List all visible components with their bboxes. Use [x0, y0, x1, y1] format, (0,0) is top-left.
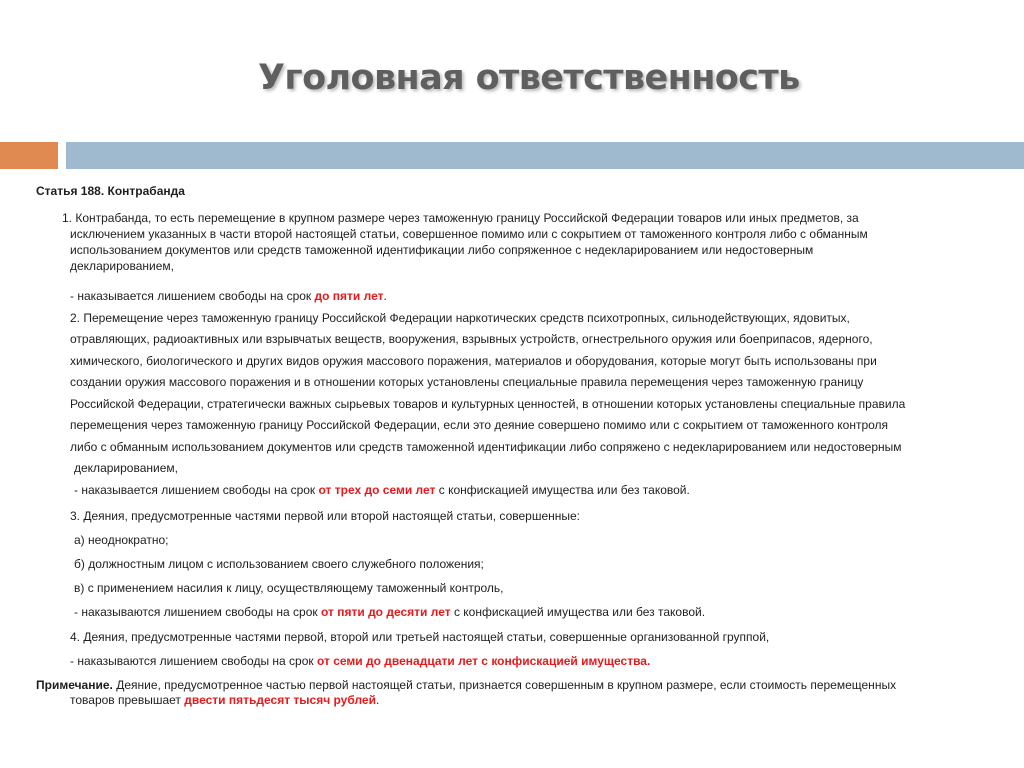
p2-line: либо с обманным использованием документов или средств таможенной идентификации либо сопряжено с недекларированием или недостоверным [70, 440, 902, 454]
p2-line: отравляющих, радиоактивных или взрывчатых веществ, вооружения, взрывных устройств, огнестрельного оружия или боеприпасов, ядерного, [70, 332, 873, 346]
p2-penalty: - наказывается лишением свободы на срок от трех до семи лет с конфискацией имущества или без таковой. [74, 483, 690, 497]
p2-penalty-term: от трех до семи лет [318, 483, 436, 497]
p3-item: в) с применением насилия к лицу, осуществляющему таможенный контроль, [74, 581, 504, 595]
p4-penalty: - наказываются лишением свободы на срок от семи до двенадцати лет с конфискацией имущества. [70, 654, 651, 668]
p3-item: б) должностным лицом с использованием своего служебного положения; [74, 557, 484, 571]
p2-line: декларированием, [74, 461, 178, 475]
slide-title: Уголовная ответственность [258, 58, 800, 98]
p4-intro: 4. Деяния, предусмотренные частями первой, второй или третьей настоящей статьи, совершенные организованной группой, [70, 630, 770, 644]
p2-line: перемещения через таможенную границу Российской Федерации, если это деяние совершено помимо или с сокрытием от таможенного контроля [70, 418, 889, 432]
p1-penalty-term: до пяти лет [314, 289, 384, 303]
article-heading: Статья 188. Контрабанда [36, 184, 185, 198]
note-amount: двести пятьдесят тысяч рублей [184, 693, 376, 707]
note-line: товаров превышает двести пятьдесят тысяч рублей. [70, 693, 380, 707]
p3-item: а) неоднократно; [74, 533, 169, 547]
p1-penalty: - наказывается лишением свободы на срок до пяти лет. [70, 289, 387, 303]
p4-penalty-term: от семи до двенадцати лет с конфискацией имущества. [316, 654, 651, 668]
p2-line: Российской Федерации, стратегически важных сырьевых товаров и культурных ценностей, в отношении которых установлены специальные правила [70, 397, 906, 411]
p2-line: создании оружия массового поражения и в отношении которых установлены специальные правила перемещения через таможенную границу [70, 375, 864, 389]
p1-line: 1. Контрабанда, то есть перемещение в крупном размере через таможенную границу Российской Федерации товаров или иных предметов, за [62, 211, 859, 225]
p2-line: 2. Перемещение через таможенную границу Российской Федерации наркотических средств психотропных, сильнодействующих, ядовитых, [70, 311, 850, 325]
p1-line: исключением указанных в части второй настоящей статьи, совершенное помимо или с сокрытием от таможенного контроля либо с обманным [70, 227, 868, 241]
note: Примечание. Деяние, предусмотренное частью первой настоящей статьи, признается совершенным в крупном размере, если стоимость перемещенных [36, 678, 897, 692]
p3-intro: 3. Деяния, предусмотренные частями первой или второй настоящей статьи, совершенные: [70, 509, 581, 523]
p3-penalty-term: от пяти до десяти лет [320, 605, 451, 619]
p3-penalty: - наказываются лишением свободы на срок от пяти до десяти лет с конфискацией имущества или без таковой. [74, 605, 706, 619]
accent-band-orange [0, 142, 58, 169]
p1-line: декларированием, [70, 259, 174, 273]
p2-line: химического, биологического и других видов оружия массового поражения, материалов и оборудования, которые могут быть использованы при [70, 354, 877, 368]
note-label: Примечание. [36, 678, 113, 692]
accent-band-blue [66, 142, 1024, 169]
p1-line: использованием документов или средств таможенной идентификации либо сопряженное с недекларированием или недостоверным [70, 243, 814, 257]
